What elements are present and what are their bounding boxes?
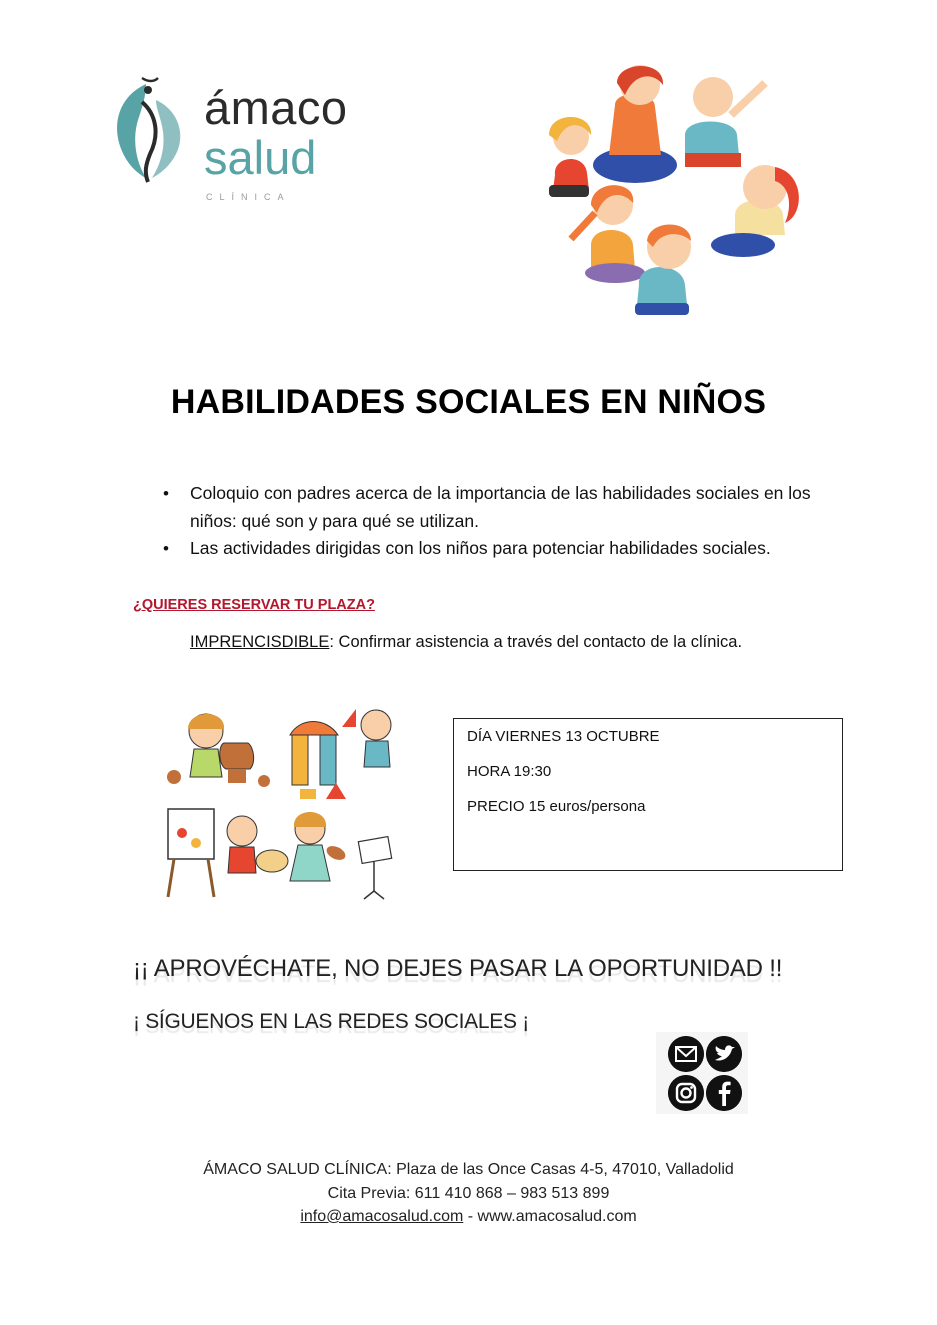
event-price: PRECIO 15 euros/persona — [467, 798, 646, 815]
logo-mark-icon — [112, 74, 187, 186]
footer-separator: - — [463, 1208, 478, 1225]
children-circle-illustration — [535, 55, 810, 340]
social-follow-text: ¡ SÍGUENOS EN LAS REDES SOCIALES ¡ — [133, 1010, 529, 1033]
footer-address: ÁMACO SALUD CLÍNICA: Plaza de las Once Casas 4-5, 47010, Valladolid — [203, 1161, 734, 1178]
event-time: HORA 19:30 — [467, 763, 552, 780]
social-icons-panel — [656, 1032, 748, 1114]
logo-text-clinica: CLÍNICA — [206, 192, 291, 202]
required-text: : Confirmar asistencia a través del contacto de la clínica. — [329, 633, 743, 651]
reserve-question: ¿QUIERES RESERVAR TU PLAZA? — [133, 597, 375, 613]
footer-contact — [0, 1205, 937, 1229]
list-item: • Coloquio con padres acerca de la importancia de las habilidades sociales en los niños: qué son y para qué se utilizan. — [162, 480, 842, 535]
description-list — [162, 480, 842, 563]
event-info-box — [453, 718, 843, 871]
facebook-icon[interactable] — [706, 1075, 742, 1111]
instagram-icon[interactable] — [668, 1075, 704, 1111]
email-icon[interactable] — [668, 1036, 704, 1072]
children-activities-illustration — [160, 705, 400, 900]
footer — [0, 1158, 937, 1229]
clinic-logo — [112, 72, 412, 212]
event-day: DÍA VIERNES 13 OCTUBRE — [467, 728, 660, 745]
logo-text-amaco: ámaco — [204, 81, 348, 134]
footer-phones: Cita Previa: 611 410 868 – 983 513 899 — [327, 1184, 610, 1202]
website-link[interactable]: www.amacosalud.com — [477, 1208, 637, 1225]
logo-text-salud: salud — [204, 131, 317, 184]
required-label: IMPRENCISDIBLE — [190, 633, 330, 651]
list-item: • Las actividades dirigidas con los niños para potenciar habilidades sociales. — [162, 535, 842, 563]
page-title: HABILIDADES SOCIALES EN NIÑOS — [170, 383, 767, 421]
cta-headline: ¡¡ APROVÉCHATE, NO DEJES PASAR LA OPORTUNIDAD !! — [133, 955, 783, 982]
email-link[interactable]: info@amacosalud.com — [300, 1208, 464, 1225]
twitter-icon[interactable] — [706, 1036, 742, 1072]
confirm-attendance-note — [190, 633, 742, 652]
